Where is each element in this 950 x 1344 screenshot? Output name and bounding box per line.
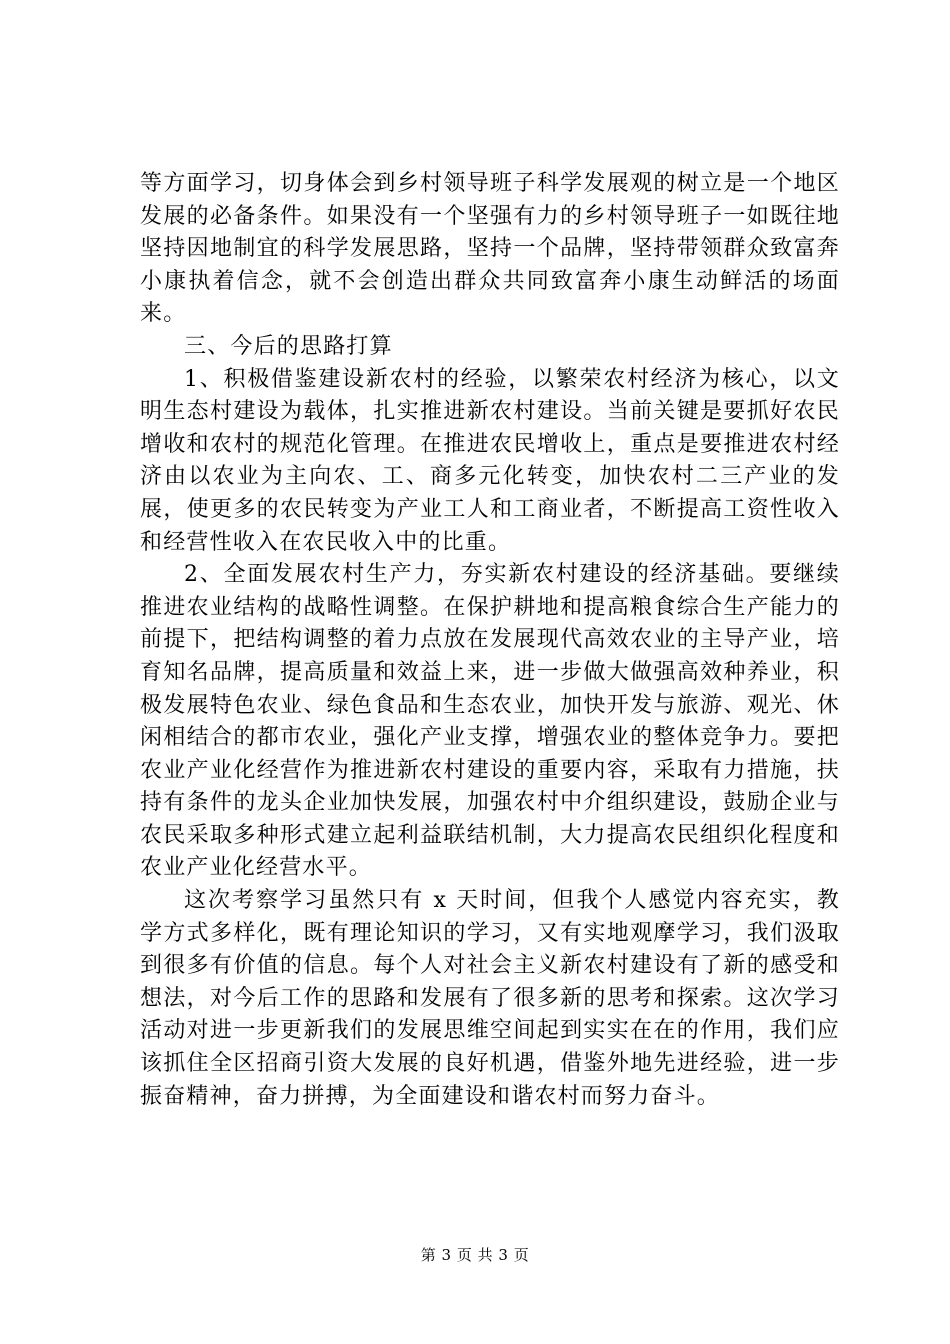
page-footer: 第 3 页 共 3 页 <box>420 1246 530 1264</box>
paragraph-item-2: 2、全面发展农村生产力，夯实新农村建设的经济基础。要继续推进农业结构的战略性调整。在保护耕地和提高粮食综合生产能力的前提下，把结构调整的着力点放在发展现代高效农业的主导产业，培育知名品牌，提高质量和效益上来，进一步做大做强高效种养业，积极发展特色农业、绿色食品和生态农业，加快开发与旅游、观光、休闲相结合的都市农业，强化产业支撑，增强农业的整体竞争力。要把农业产业化经营作为推进新农村建设的重要内容，采取有力措施，扶持有条件的龙头企业加快发展，加强农村中介组织建设，鼓励企业与农民采取多种形式建立起利益联结机制，大力提高农民组织化程度和农业产业化经营水平。 <box>140 562 840 881</box>
paragraph-item-1: 1、积极借鉴建设新农村的经验，以繁荣农村经济为核心，以文明生态村建设为载体，扎实推进新农村建设。当前关键是要抓好农民增收和农村的规范化管理。在推进农民增收上，重点是要推进农村经济由以农业为主向农、工、商多元化转变，加快农村二三产业的发展，使更多的农民转变为产业工人和工商业者，不断提高工资性收入和经营性收入在农民收入中的比重。 <box>140 366 840 555</box>
document-body <box>140 168 840 1113</box>
section-heading: 三、今后的思路打算 <box>184 333 393 359</box>
paragraph-continuation: 等方面学习，切身体会到乡村领导班子科学发展观的树立是一个地区发展的必备条件。如果没有一个坚强有力的乡村领导班子一如既往地坚持因地制宜的科学发展思路，坚持一个品牌，坚持带领群众致富奔小康执着信念，就不会创造出群众共同致富奔小康生动鲜活的场面来。 <box>140 171 840 327</box>
paragraph-conclusion: 这次考察学习虽然只有 x 天时间，但我个人感觉内容充实，教学方式多样化，既有理论知识的学习，又有实地观摩学习，我们汲取到很多有价值的信息。每个人对社会主义新农村建设有了新的感受和想法，对今后工作的思路和发展有了很多新的思考和探索。这次学习活动对进一步更新我们的发展思维空间起到实实在在的作用，我们应该抓住全区招商引资大发展的良好机遇，借鉴外地先进经验，进一步振奋精神，奋力拼搏，为全面建设和谐农村而努力奋斗。 <box>140 888 840 1109</box>
